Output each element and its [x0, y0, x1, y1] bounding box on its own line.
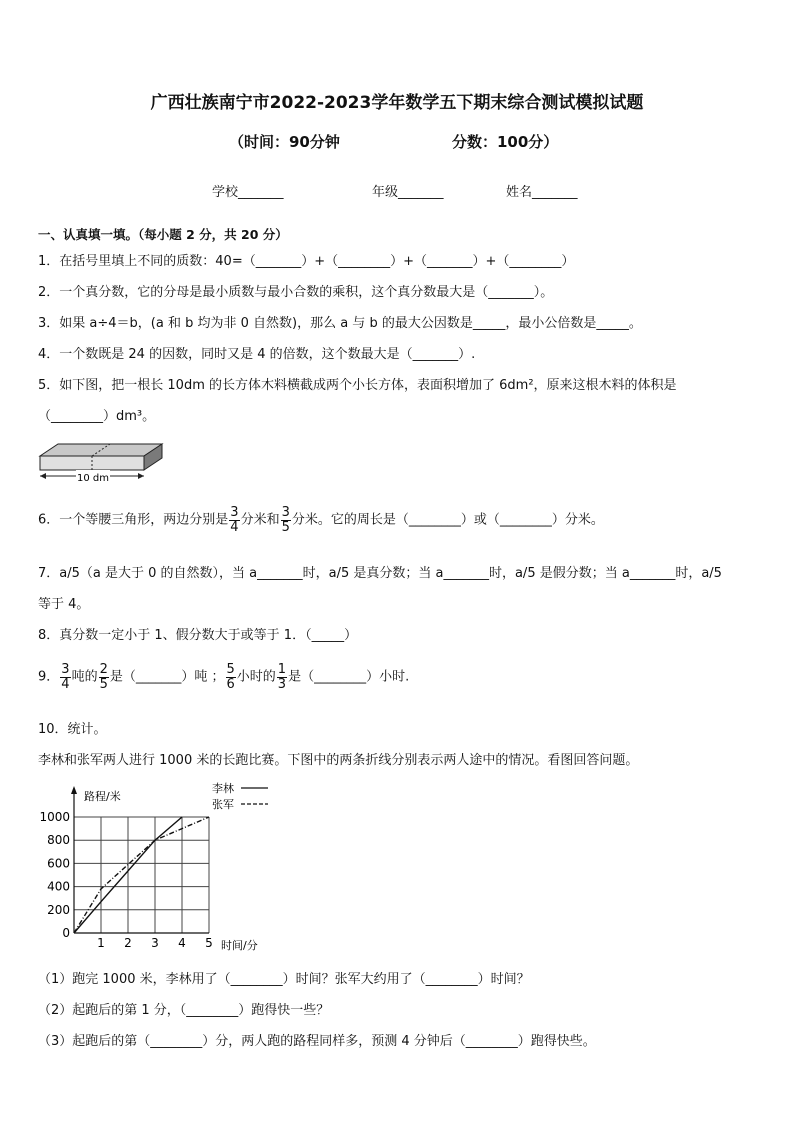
y-tick-label: 1000 — [39, 810, 70, 824]
fraction: $\frac{3}{4}$ — [61, 662, 70, 692]
question-10-description: 李林和张军两人进行 1000 米的长跑比赛。下图中的两条折线分别表示两人途中的情况。看图回答问题。 — [38, 753, 639, 768]
question-6-text: 6．一个等腰三角形，两边分别是 — [38, 512, 229, 528]
wood-block-figure — [36, 438, 166, 486]
x-tick-label: 4 — [178, 936, 186, 950]
question-9 — [38, 663, 409, 691]
fraction: $\frac{5}{6}$ — [226, 662, 235, 692]
y-axis-arrow — [71, 786, 77, 794]
question-10-heading: 10．统计。 — [38, 722, 107, 737]
question-2: 2．一个真分数，它的分母是最小质数与最小合数的乘积，这个真分数最大是（_______）。 — [38, 285, 554, 300]
y-tick-label: 0 — [62, 926, 70, 940]
fraction: $\frac{1}{3}$ — [277, 662, 287, 692]
section-heading: 一、认真填一填。（每小题 2 分，共 20 分） — [38, 227, 288, 242]
figure-length-label: 10 dm — [77, 473, 109, 484]
x-tick-label: 3 — [151, 936, 159, 950]
distance-time-chart — [34, 778, 284, 954]
question-9-text: 是（_______）吨 ； — [109, 669, 225, 685]
x-axis-label: 时间/分 — [221, 939, 258, 952]
school-field: 学校_______ — [212, 185, 284, 200]
question-5-line1: 5．如下图，把一根长 10dm 的长方体木料横截成两个小长方体，表面积增加了 6dm²，原来这根木料的体积是 — [38, 378, 677, 393]
y-tick-label: 400 — [47, 879, 70, 894]
sub-question-3: （3）起跑后的第（________）分，两人跑的路程同样多，预测 4 分钟后（________）跑得快些。 — [38, 1034, 596, 1049]
y-tick-label: 800 — [47, 833, 70, 848]
time-limit: （时间：90分钟 — [229, 133, 340, 151]
question-6-text: 分米。它的周长是（________）或（________）分米。 — [291, 512, 604, 528]
series-line — [74, 817, 209, 933]
question-8: 8．真分数一定小于 1、假分数大于或等于 1．（_____） — [38, 628, 358, 643]
paper-title: 广西壮族南宁市2022-2023学年数学五下期末综合测试模拟试题 — [150, 93, 644, 113]
fraction: $\frac{2}{5}$ — [99, 662, 108, 692]
fraction: $\frac{3}{5}$ — [281, 505, 290, 535]
question-6 — [38, 506, 604, 534]
name-field: 姓名_______ — [506, 185, 578, 200]
total-score: 分数：100分） — [452, 133, 559, 151]
question-5-line2: （________）dm³。 — [38, 409, 156, 424]
x-tick-label: 2 — [124, 936, 132, 950]
y-axis-label: 路程/米 — [84, 790, 121, 803]
question-9-text: 吨的 — [71, 669, 98, 685]
question-3: 3．如果 a÷4＝b，(a 和 b 均为非 0 自然数)，那么 a 与 b 的最大公因数是_____，最小公倍数是_____。 — [38, 316, 642, 331]
question-9-text: 小时的 — [236, 669, 276, 685]
question-4: 4．一个数既是 24 的因数，同时又是 4 的倍数，这个数最大是（_______）. — [38, 347, 476, 362]
legend-label: 李林 — [212, 782, 234, 795]
question-7-line2: 等于 4。 — [38, 597, 90, 612]
y-tick-label: 600 — [47, 856, 70, 871]
question-9-text: 9． — [38, 669, 60, 685]
grade-field: 年级_______ — [372, 185, 444, 200]
x-tick-label: 5 — [205, 936, 213, 950]
question-7-line1: 7．a/5（a 是大于 0 的自然数），当 a_______时，a/5 是真分数；当 a_______时，a/5 是假分数；当 a_______时，a/5 — [38, 566, 722, 581]
legend-label: 张军 — [212, 798, 234, 811]
question-6-text: 分米和 — [240, 512, 280, 528]
sub-question-1: （1）跑完 1000 米，李林用了（________）时间？张军大约用了（________）时间？ — [38, 972, 530, 987]
question-9-text: 是（________）小时. — [288, 669, 410, 685]
sub-question-2: （2）起跑后的第 1 分，（________）跑得快一些？ — [38, 1003, 330, 1018]
question-1: 1．在括号里填上不同的质数：40=（_______）+（________）+（_______）+（________） — [38, 254, 575, 269]
x-tick-label: 1 — [97, 936, 105, 950]
fraction: $\frac{3}{4}$ — [230, 505, 239, 535]
y-tick-label: 200 — [47, 902, 70, 917]
